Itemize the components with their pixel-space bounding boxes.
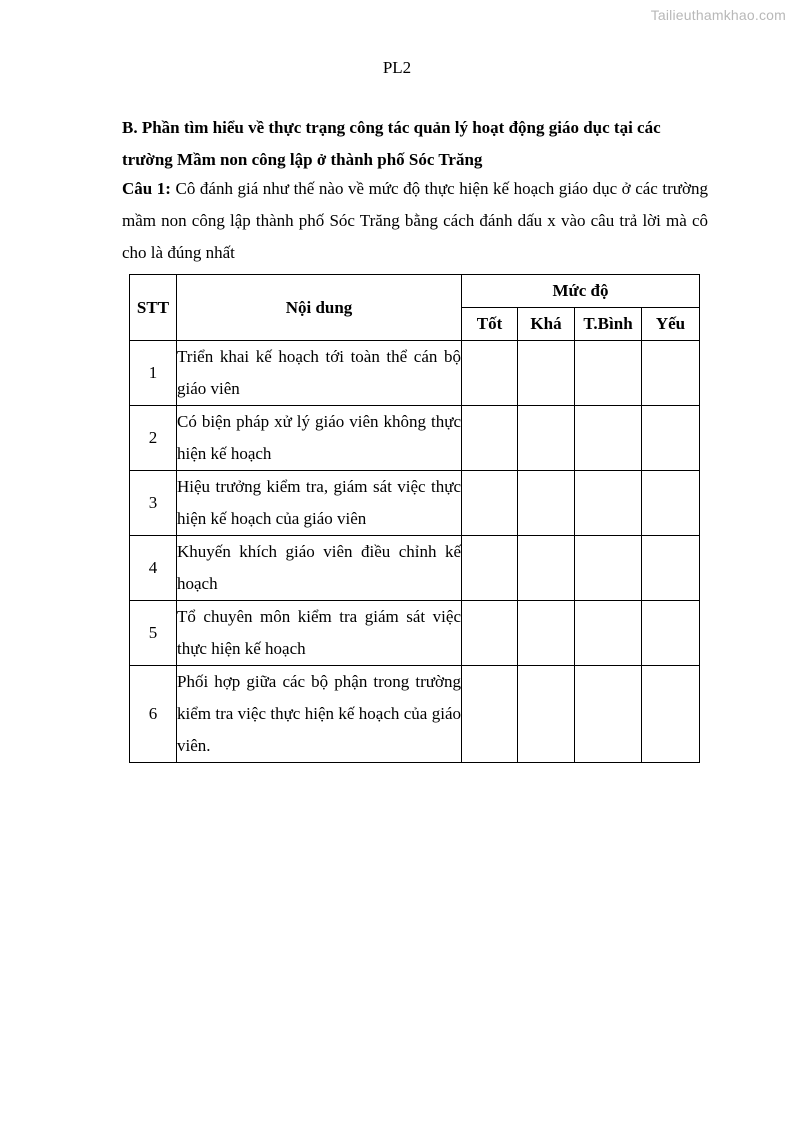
page-label: PL2 xyxy=(382,58,412,77)
mark-cell-good[interactable] xyxy=(462,666,518,763)
header-content: Nội dung xyxy=(177,275,462,341)
mark-cell-weak[interactable] xyxy=(642,536,700,601)
row-content: Khuyến khích giáo viên điều chỉnh kế hoạch xyxy=(177,536,462,601)
row-stt: 4 xyxy=(130,536,177,601)
row-content: Phối hợp giữa các bộ phận trong trường kiểm tra việc thực hiện kế hoạch của giáo viên. xyxy=(177,666,462,763)
row-content: Hiệu trưởng kiểm tra, giám sát việc thực hiện kế hoạch của giáo viên xyxy=(177,471,462,536)
mark-cell-fair[interactable] xyxy=(518,601,575,666)
table-row xyxy=(130,341,700,406)
row-stt: 1 xyxy=(130,341,177,406)
mark-cell-weak[interactable] xyxy=(642,406,700,471)
row-stt: 2 xyxy=(130,406,177,471)
mark-cell-good[interactable] xyxy=(462,471,518,536)
row-stt: 5 xyxy=(130,601,177,666)
mark-cell-good[interactable] xyxy=(462,341,518,406)
mark-cell-fair[interactable] xyxy=(518,536,575,601)
row-stt: 6 xyxy=(130,666,177,763)
table-row xyxy=(130,471,700,536)
mark-cell-weak[interactable] xyxy=(642,666,700,763)
table-row xyxy=(130,666,700,763)
header-level: Mức độ xyxy=(462,275,700,308)
question-label: Câu 1: xyxy=(122,179,171,198)
watermark: Tailieuthamkhao.com xyxy=(650,7,786,23)
section-heading: B. Phần tìm hiểu về thực trạng công tác quản lý hoạt động giáo dục tại các trường Mầm non công lập ở thành phố Sóc Trăng xyxy=(122,118,661,169)
mark-cell-good[interactable] xyxy=(462,406,518,471)
row-content: Có biện pháp xử lý giáo viên không thực hiện kế hoạch xyxy=(177,406,462,471)
mark-cell-weak[interactable] xyxy=(642,601,700,666)
mark-cell-fair[interactable] xyxy=(518,341,575,406)
table-row xyxy=(130,536,700,601)
mark-cell-average[interactable] xyxy=(575,406,642,471)
mark-cell-weak[interactable] xyxy=(642,341,700,406)
table-row xyxy=(130,406,700,471)
mark-cell-fair[interactable] xyxy=(518,471,575,536)
mark-cell-good[interactable] xyxy=(462,601,518,666)
row-stt: 3 xyxy=(130,471,177,536)
row-content: Triển khai kế hoạch tới toàn thể cán bộ giáo viên xyxy=(177,341,462,406)
mark-cell-average[interactable] xyxy=(575,601,642,666)
row-content: Tổ chuyên môn kiểm tra giám sát việc thực hiện kế hoạch xyxy=(177,601,462,666)
survey-table xyxy=(129,274,700,763)
mark-cell-average[interactable] xyxy=(575,666,642,763)
header-stt: STT xyxy=(130,275,177,341)
header-level-fair: Khá xyxy=(518,308,575,341)
header-level-average: T.Bình xyxy=(575,308,642,341)
question-paragraph xyxy=(122,173,708,269)
mark-cell-average[interactable] xyxy=(575,471,642,536)
header-level-good: Tốt xyxy=(462,308,518,341)
mark-cell-average[interactable] xyxy=(575,341,642,406)
mark-cell-weak[interactable] xyxy=(642,471,700,536)
mark-cell-average[interactable] xyxy=(575,536,642,601)
mark-cell-good[interactable] xyxy=(462,536,518,601)
table-header-row xyxy=(130,275,700,308)
mark-cell-fair[interactable] xyxy=(518,406,575,471)
mark-cell-fair[interactable] xyxy=(518,666,575,763)
table-row xyxy=(130,601,700,666)
header-level-weak: Yếu xyxy=(642,308,700,341)
question-text: Cô đánh giá như thế nào về mức độ thực hiện kế hoạch giáo dục ở các trường mầm non công lập thành phố Sóc Trăng bằng cách đánh dấu x vào câu trả lời mà cô cho là đúng nhất xyxy=(122,179,708,262)
